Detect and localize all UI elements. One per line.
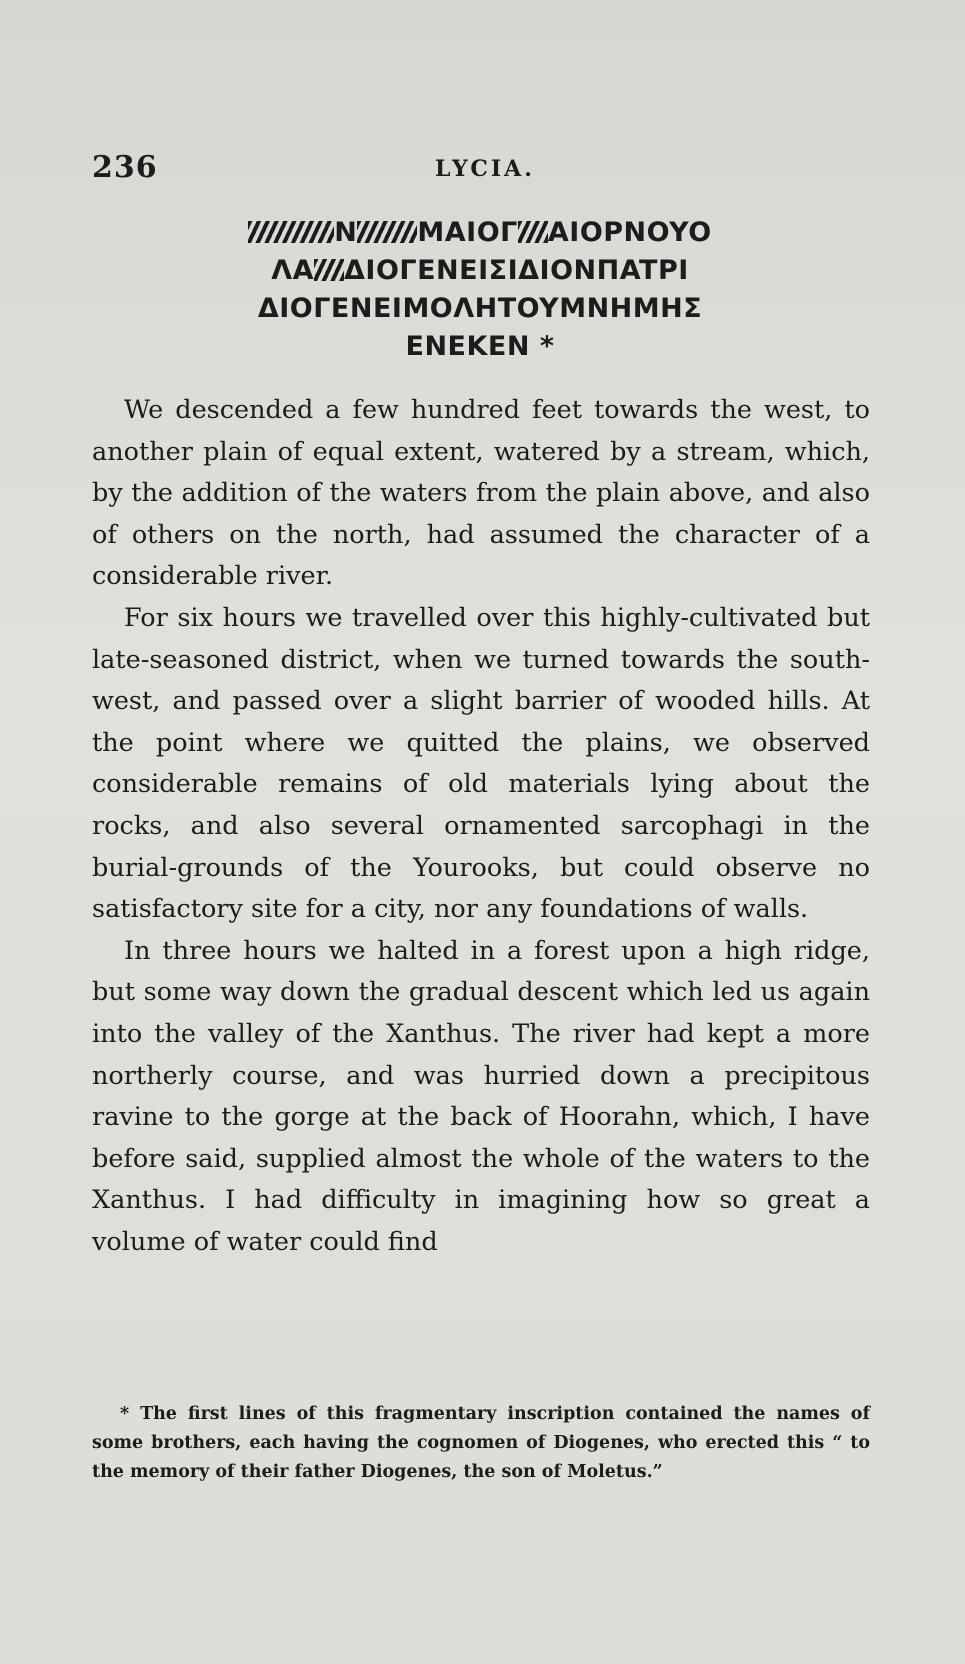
lacuna-mark [314, 259, 344, 281]
inscription-line-1 [150, 214, 810, 252]
page-header [92, 150, 852, 190]
lacuna-mark [518, 221, 548, 243]
lacuna-mark [248, 221, 334, 243]
body-text [92, 390, 870, 1263]
greek-inscription [150, 214, 810, 366]
footnote-text: * The first lines of this fragmentary inscription contained the names of some brothers, each having the cognomen of Diogenes, who erected this “ to the memory of their father Diogenes, the son of Moletus.” [92, 1404, 870, 1482]
inscription-line-3: ΔIOΓENEIMOΛHTOYMNHMHΣ [257, 293, 703, 324]
paragraph: For six hours we travelled over this highly-cultivated but late-seasoned district, when we turned towards the south-west, and passed over a slight barrier of wooded hills. At the point where we quitted the plains, we observed considerable remains of old materials lying about the rocks, and also several ornamented sarcophagi in the burial-grounds of the Yourooks, but could observe no satisfactory site for a city, nor any foundations of walls. [92, 602, 870, 925]
page-number: 236 [92, 150, 158, 185]
inscription-fragment: MAIOΓ [417, 217, 518, 248]
inscription-fragment: ΔIOΓENEIΣIΔIONΠATPI [344, 255, 689, 286]
inscription-fragment: AIOPNOYO [547, 217, 712, 248]
lacuna-mark [357, 221, 417, 243]
inscription-line-2 [150, 252, 810, 290]
inscription-fragment: ΛA [271, 255, 315, 286]
inscription-fragment: N [334, 217, 358, 248]
paragraph: In three hours we halted in a forest upon a high ridge, but some way down the gradual descent which led us again into the valley of the Xanthus. The river had kept a more northerly course, and was hurried down a precipitous ravine to the gorge at the back of Hoorahn, which, I have before said, supplied almost the whole of the waters to the Xanthus. I had difficulty in imagining how so great a volume of water could find [92, 935, 870, 1257]
inscription-line-4: ENEKEN * [405, 331, 555, 362]
paragraph: We descended a few hundred feet towards the west, to another plain of equal extent, watered by a stream, which, by the addition of the waters from the plain above, and also of others on the north, had assumed the character of a considerable river. [92, 395, 870, 592]
running-head: LYCIA. [435, 156, 535, 182]
footnote [92, 1400, 870, 1487]
